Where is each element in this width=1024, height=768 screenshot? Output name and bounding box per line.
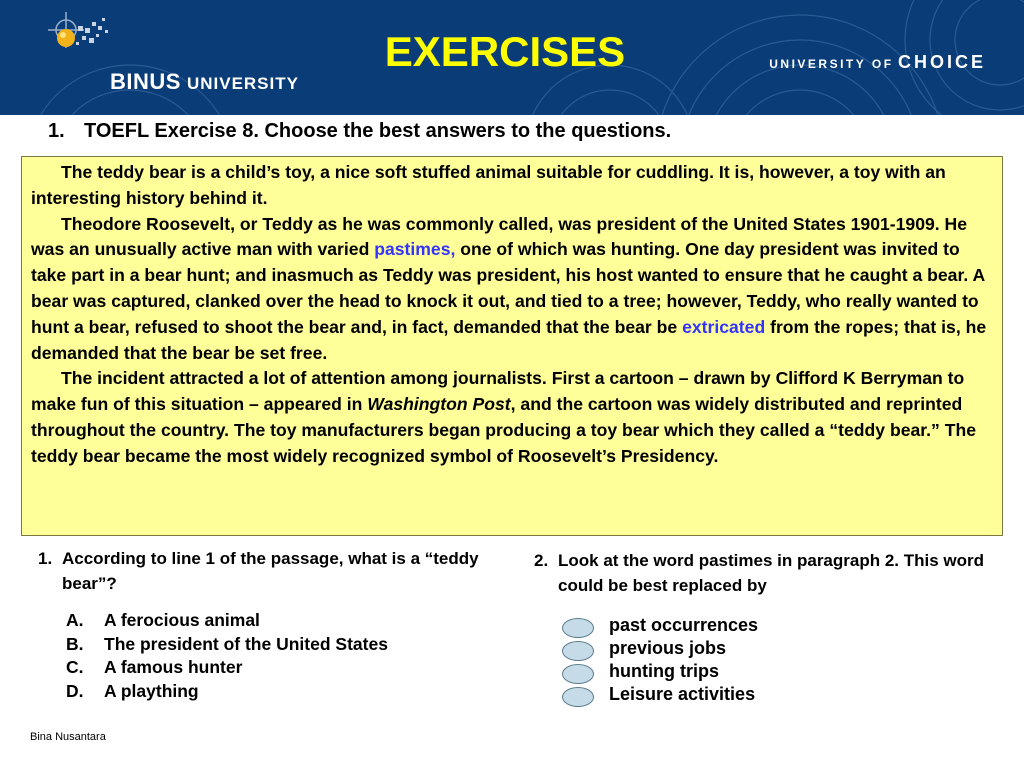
option-letter: D.	[66, 680, 84, 701]
footer-text: Bina Nusantara	[30, 731, 106, 743]
answer-text: previous jobs	[609, 638, 727, 658]
answer-option-2	[562, 637, 758, 660]
tagline-pre: UNIVERSITY OF	[769, 57, 894, 71]
option-text: A famous hunter	[104, 657, 243, 677]
p3-text-b: , and the cartoon was widely distributed and reprinted throughout the country. The toy manufacturers began producing a toy bear which they called a “teddy bear.” The teddy bear became the most widely recognized symbol of Roosevelt’s Presidency.	[31, 394, 976, 466]
option-text: A ferocious animal	[104, 610, 260, 630]
logo-binus: BINUS	[110, 69, 181, 94]
answer-oval-button[interactable]	[562, 687, 594, 707]
question-2	[534, 548, 1014, 598]
question-1-number: 1.	[38, 549, 53, 568]
instruction-number: 1.	[48, 120, 65, 142]
option-a[interactable]	[66, 609, 388, 633]
p3-text-a: The incident attracted a lot of attention among journalists. First a cartoon – drawn by Clifford K Berryman to make fun of this situation – appeared in	[31, 368, 965, 415]
option-b[interactable]	[66, 633, 388, 657]
answer-option-1	[562, 614, 758, 637]
answer-option-4	[562, 683, 758, 706]
passage-paragraph-3	[31, 366, 993, 469]
option-letter: C.	[66, 657, 84, 677]
question-2-text: Look at the word pastimes in paragraph 2. This word could be best replaced by	[558, 551, 985, 595]
p2-text-b: one of which was hunting. One day president was invited to take part in a bear hunt; and inasmuch as Teddy was president, his host wanted to ensure that he caught a bear. A bear was captured, clanked over the head to knock it out, and tied to a tree; however, Teddy, who really wanted to hunt a bear, refused to shoot the bear and, in fact, demanded that the bear be	[31, 239, 985, 337]
answer-text: past occurrences	[609, 615, 759, 635]
highlight-extricated: extricated	[682, 316, 766, 337]
option-d[interactable]	[66, 680, 388, 704]
answer-oval-button[interactable]	[562, 664, 594, 684]
logo-university: UNIVERSITY	[186, 74, 299, 93]
instruction-text: TOEFL Exercise 8. Choose the best answers to the questions.	[84, 120, 672, 142]
option-letter: A.	[66, 610, 84, 630]
option-letter: B.	[66, 633, 84, 654]
page-title: EXERCISES	[384, 28, 626, 75]
answer-text: Leisure activities	[609, 684, 756, 704]
tagline-choice: CHOICE	[897, 52, 986, 72]
option-text: The president of the United States	[104, 633, 388, 654]
passage-paragraph-1: The teddy bear is a child’s toy, a nice soft stuffed animal suitable for cuddling. It is, however, a toy with an interesting history behind it.	[31, 162, 946, 208]
italic-washington-post: Washington Post	[367, 394, 511, 415]
option-c[interactable]	[66, 656, 388, 680]
header-band	[0, 0, 1024, 115]
question-1-options	[66, 609, 388, 703]
answer-oval-button[interactable]	[562, 618, 594, 638]
option-text: A plaything	[104, 680, 199, 701]
passage-paragraph-2	[31, 212, 993, 367]
question-1	[38, 546, 528, 596]
tagline	[769, 52, 986, 73]
question-2-number: 2.	[534, 551, 549, 570]
question-1-text: According to line 1 of the passage, what is a “teddy bear”?	[62, 549, 479, 593]
p2-text-a: Theodore Roosevelt, or Teddy as he was commonly called, was president of the United States 1901-1909. He was an unusually active man with varied	[31, 213, 968, 260]
answer-text: hunting trips	[609, 661, 719, 681]
highlight-pastimes: pastimes,	[374, 239, 456, 260]
reading-passage	[21, 156, 1003, 536]
exercise-instruction	[48, 120, 671, 143]
question-2-options	[562, 614, 758, 706]
answer-oval-button[interactable]	[562, 641, 594, 661]
answer-option-3	[562, 660, 758, 683]
p2-text-c: from the ropes; that is, he demanded that the bear be set free.	[31, 316, 987, 363]
